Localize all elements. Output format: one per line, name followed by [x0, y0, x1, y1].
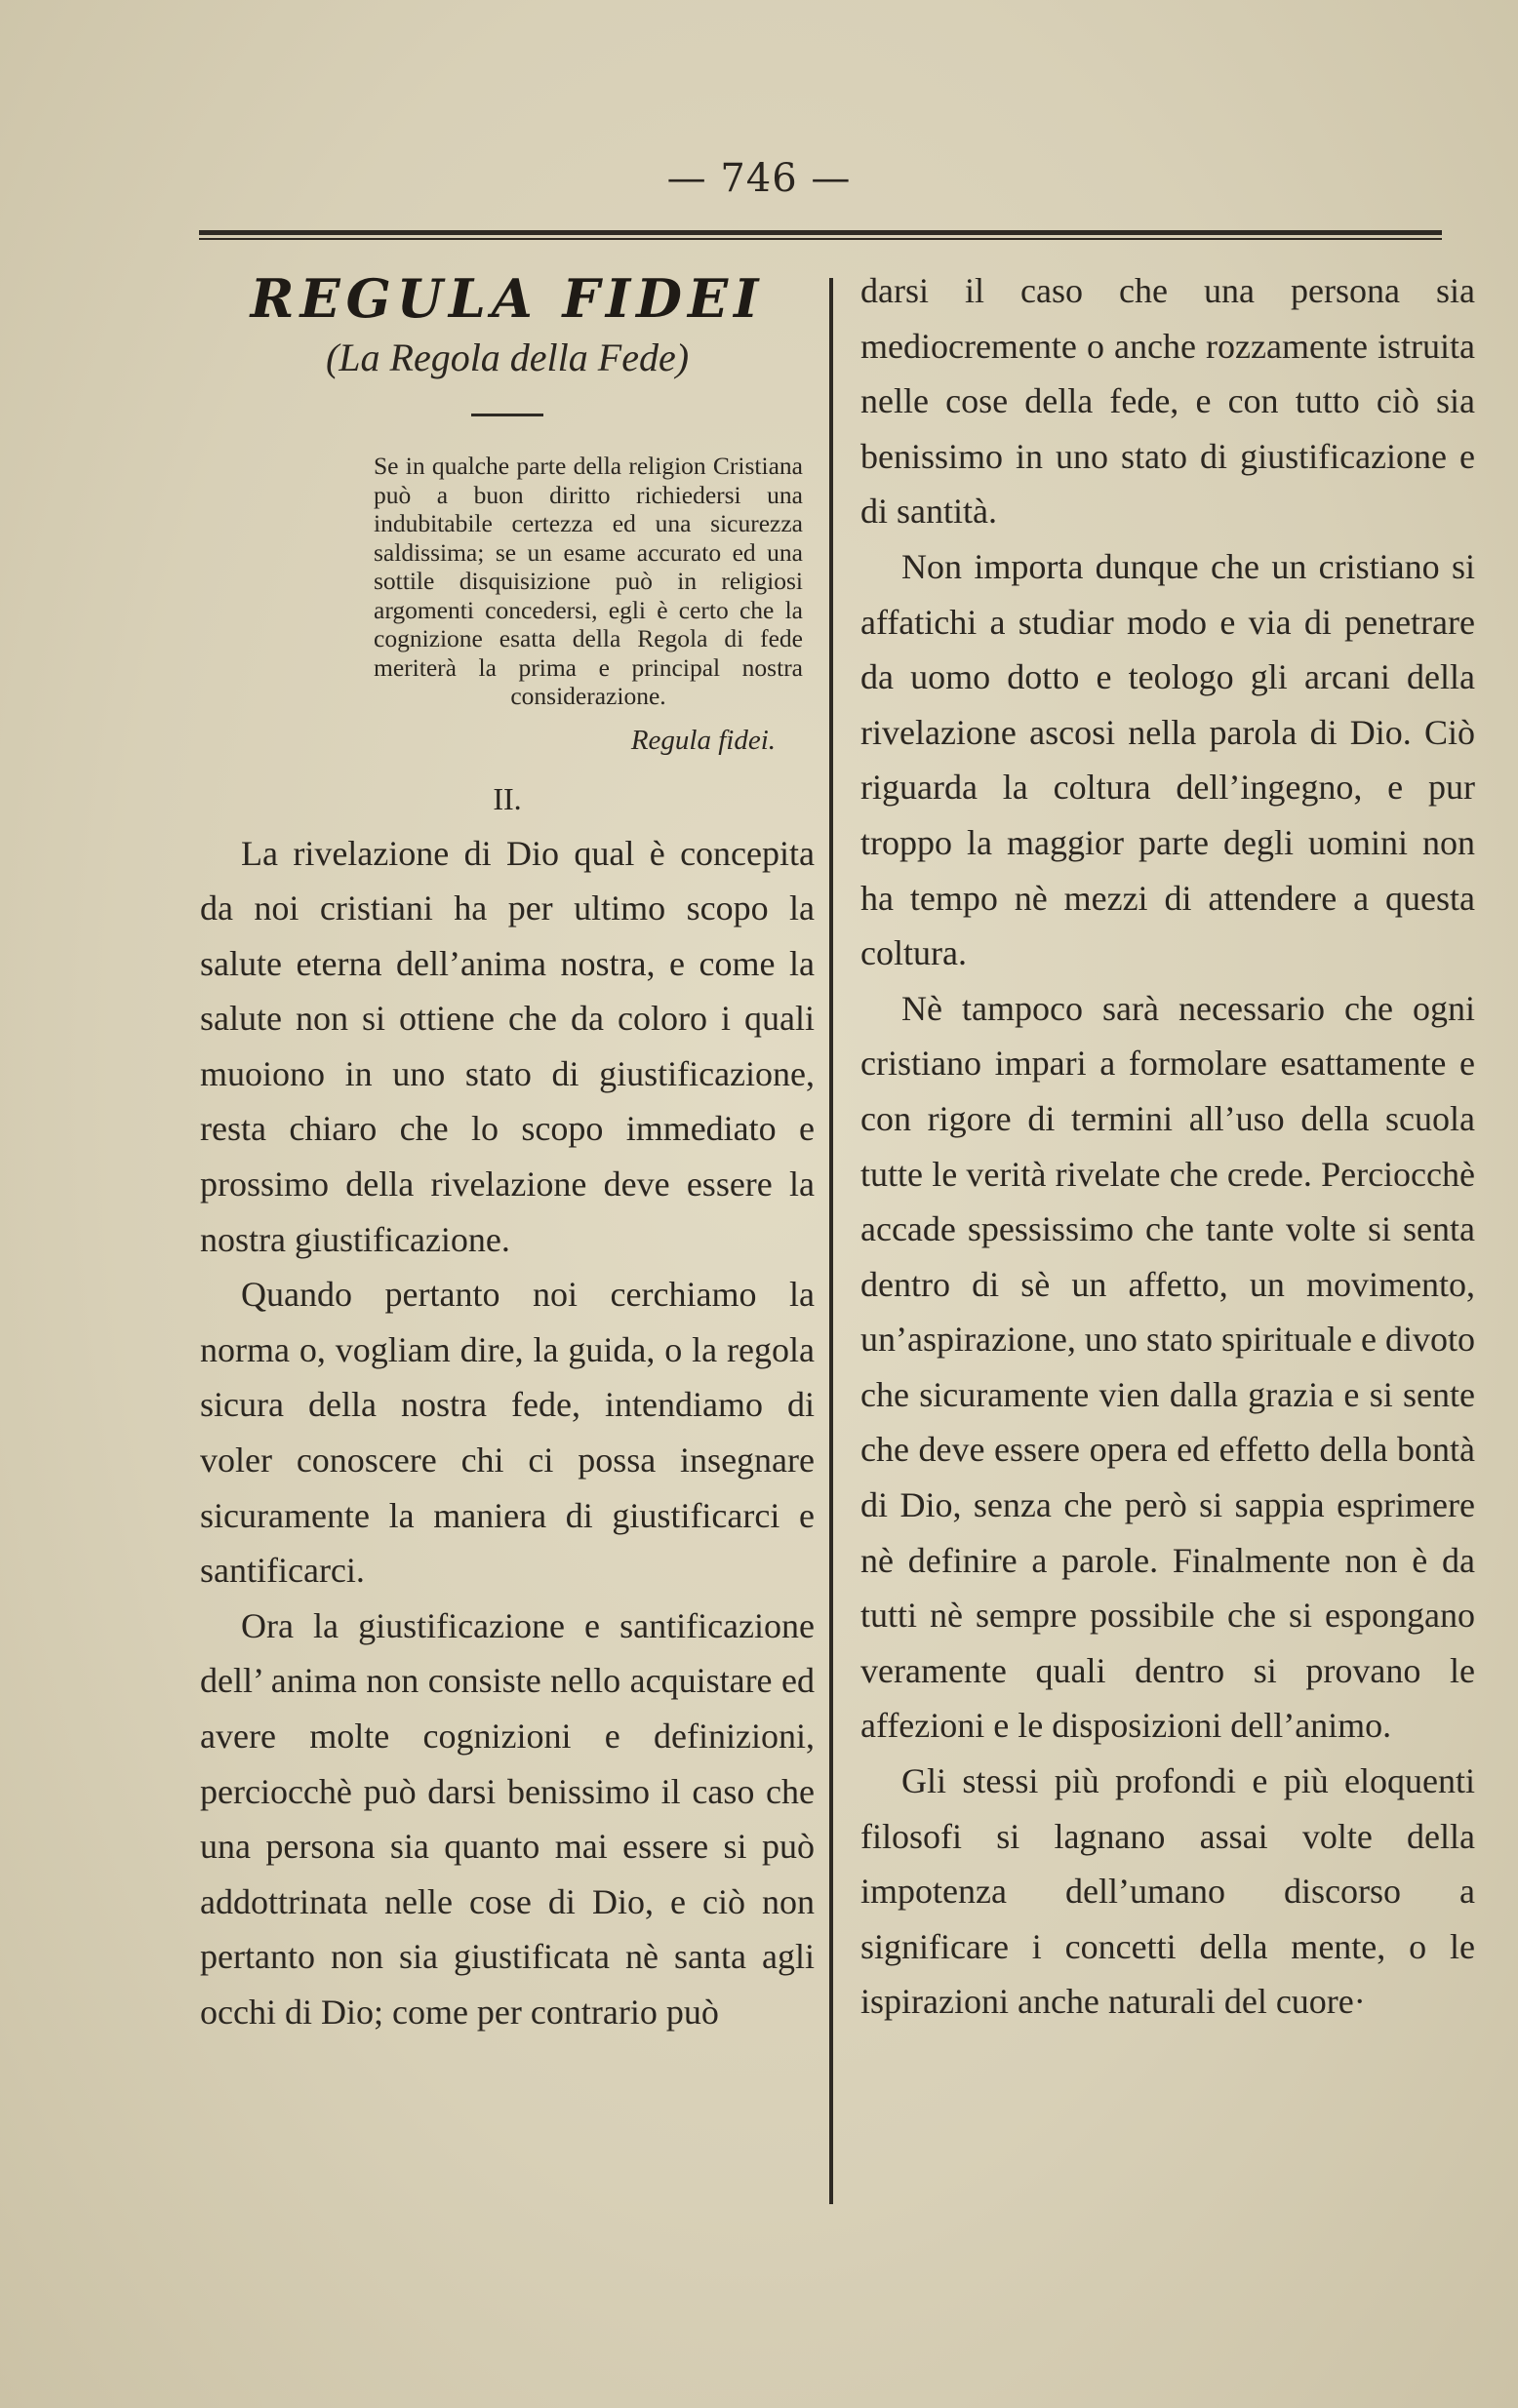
paragraph: Quando pertanto noi cerchiamo la norma o, vogliam dire, la guida, o la regola sicura della nostra fede, intendiamo di voler conoscere chi ci possa insegnare sicuramente la maniera di giustificarci e santificarci.: [200, 1275, 815, 1591]
section-number: II.: [493, 780, 522, 816]
article-subtitle: (La Regola della Fede): [325, 336, 690, 379]
paragraph: Ora la giustificazione e santificazione dell’ anima non consiste nello acquistare ed avere molte cognizioni e definizioni, perciocchè può darsi benissimo il caso che una persona sia quanto mai essere si può addottrinata nelle cose di Dio, e ciò non pertanto non sia giustificata nè santa agli occhi di Dio; come per contrario può: [200, 1605, 815, 2032]
column-divider: [829, 278, 833, 2204]
epigraph-source: Regula fidei.: [630, 724, 776, 756]
header-rule: [199, 230, 1442, 240]
title-rule: [471, 414, 543, 416]
paragraph: Gli stessi più profondi e più eloquenti filosofi si lagnano assai volte della impotenza dell’umano discorso a significare i concetti della mente, o le ispirazioni anche naturali del cuore·: [860, 1761, 1475, 2022]
paragraph: Non importa dunque che un cristiano si affatichi a studiar modo e via di penetrare da uomo dotto e teologo gli arcani della rivelazione ascosi nella parola di Dio. Ciò riguarda la coltura dell’ingegno, e pur troppo la maggior parte degli uomini non ha tempo nè mezzi di attendere a questa coltura.: [860, 546, 1475, 973]
page-number: — 746 —: [666, 156, 852, 201]
article-title: REGULA FIDEI: [250, 267, 765, 330]
paragraph: darsi il caso che una persona sia mediocremente o anche rozzamente istruita nelle cose della fede, e con tutto ciò sia benissimo in uno stato di giustificazione e di santità.: [860, 271, 1475, 532]
epigraph-text: Se in qualche parte della religion Cristiana può a buon diritto richiedersi una indubitabile certezza ed una sicurezza saldissima; se un esame accurato ed una sottile disquisizione può in religiosi argomenti concedersi, egli è certo che la cognizione esatta della Regola di fede meriterà la prima e principal nostra considerazione.: [374, 452, 803, 710]
paragraph: Nè tampoco sarà necessario che ogni cristiano impari a formolare esattamente e con rigore di termini all’uso della scuola tutte le verità rivelate che crede. Perciocchè accade spessissimo che tante volte si senta dentro di sè un affetto, un movimento, un’aspirazione, uno stato spirituale e divoto che sicuramente vien dalla grazia e si sente che deve essere opera ed effetto della bontà di Dio, senza che però si sappia esprimere nè definire a parole. Finalmente non è da tutti nè sempre possibile che si espongano veramente quali dentro si provano le affezioni e le disposizioni dell’animo.: [860, 988, 1475, 1746]
paragraph: La rivelazione di Dio qual è concepita da noi cristiani ha per ultimo scopo la salute eterna dell’anima nostra, e come la salute non si ottiene che da coloro i quali muoiono in uno stato di giustificazione, resta chiaro che lo scopo immediato e prossimo della rivelazione deve essere la nostra giustificazione.: [200, 833, 815, 1259]
right-column: [860, 263, 1475, 2030]
left-column: [200, 263, 815, 2040]
